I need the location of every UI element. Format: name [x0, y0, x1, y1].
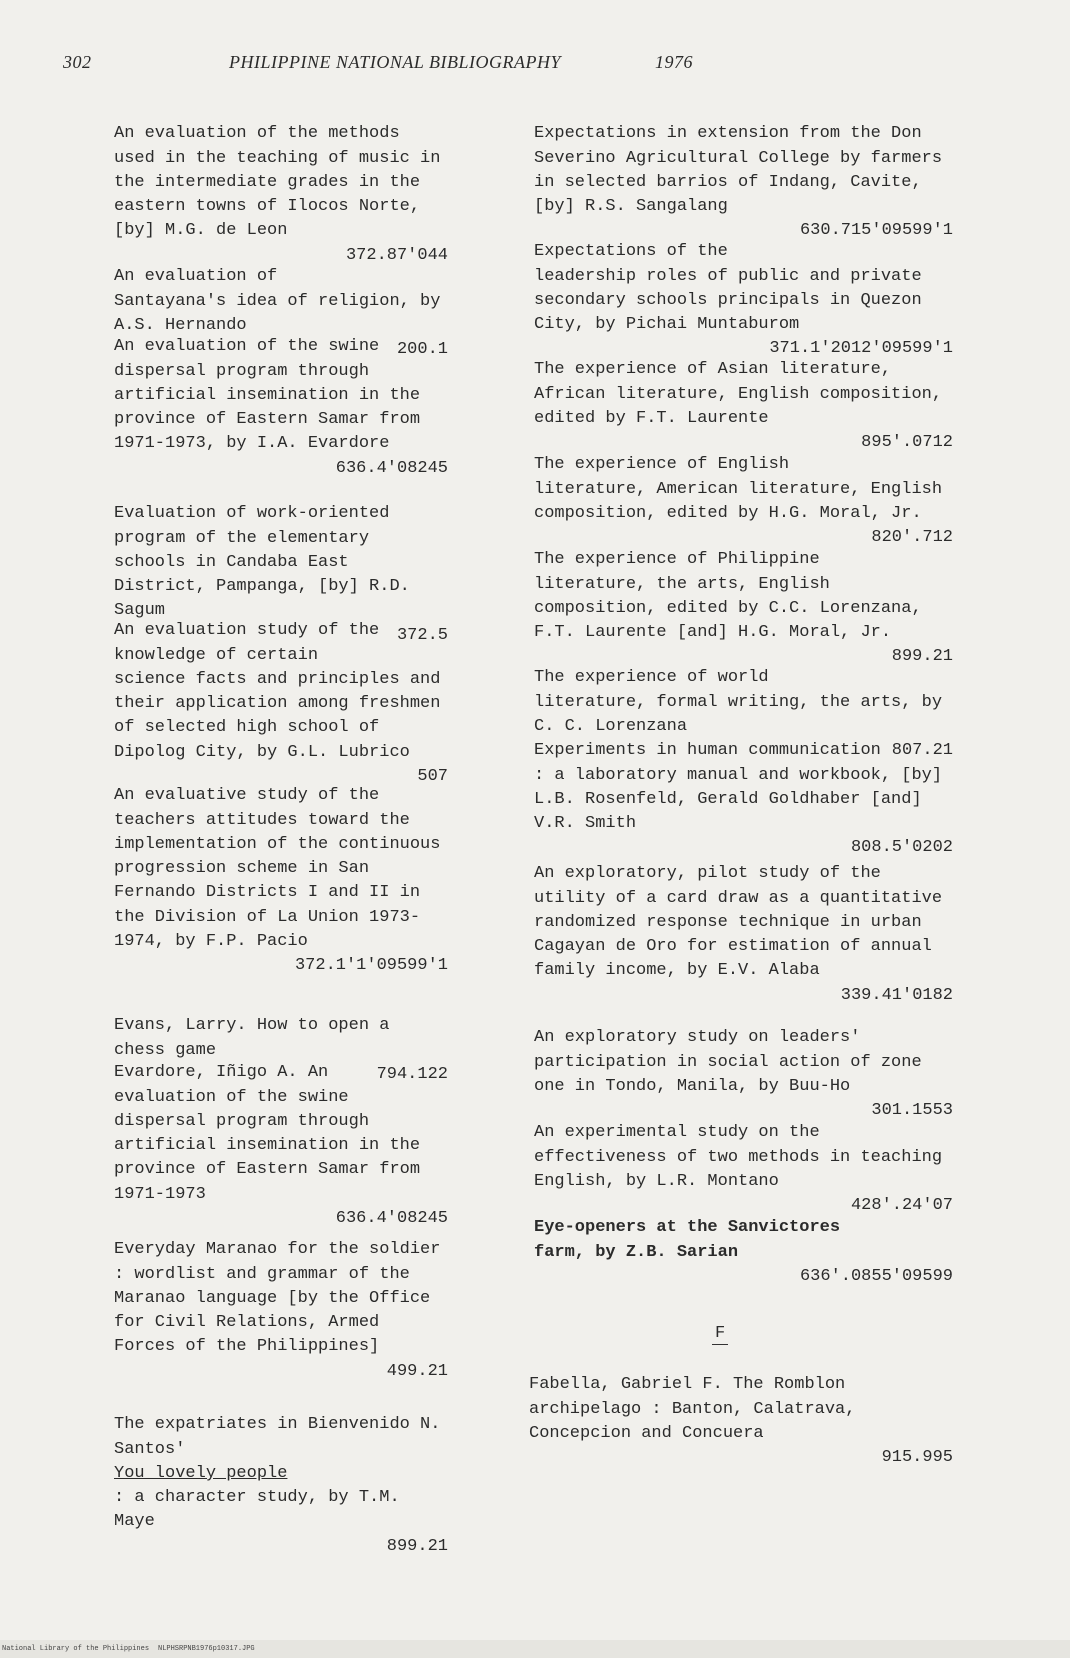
- bib-entry: Fabella, Gabriel F. The Romblon archipelago : Banton, Calatrava, Concepcion and Concuera 915.995: [508, 1349, 953, 1495]
- class-number: 339.41'0182: [840, 985, 953, 1005]
- class-number: 636.4'08245: [335, 1209, 448, 1229]
- publication-title: PHILIPPINE NATIONAL BIBLIOGRAPHY: [229, 52, 561, 72]
- section-letter: F: [712, 1324, 728, 1345]
- bib-entry: Everyday Maranao for the soldier : wordlist and grammar of the Maranao language [by the Office for Civil Relations, Armed Forces of the Philippines] 499.21: [93, 1214, 448, 1389]
- bib-entry: An evaluation of the methods used in the teaching of music in the intermediate grades in the eastern towns of Ilocos Norte, [by] M.G. de Leon 372.87'044: [93, 98, 448, 241]
- bib-entry: Eye-openers at the Sanvictores farm, by Z.B. Sarian 636'.0855'09599: [513, 1192, 953, 1313]
- class-number: 372.5: [396, 625, 448, 645]
- file-name: NLPHSRPNB1976p10317.JPG: [158, 1645, 255, 1653]
- bib-entry: Expectations of the leadership roles of public and private secondary schools principals in Quezon City, by Pichai Muntaburom 371.1'2012'09599'1: [513, 216, 953, 334]
- bib-entry: The experience of Philippine literature, the arts, English composition, edited by C.C. Lorenzana, F.T. Laurente [and] H.G. Moral, Jr. 899.21: [513, 524, 953, 642]
- left-column: [93, 98, 448, 1559]
- bib-entry: Evaluation of work-oriented program of the elementary schools in Candaba East District, Pampanga, [by] R.D. Sagum 372.5: [93, 478, 448, 595]
- bib-entry: Evardore, Iñigo A. An evaluation of the swine dispersal program through artificial insemination in the province of Eastern Samar from 1971-1973 636.4'08245: [93, 1037, 448, 1214]
- class-number: 630.715'09599'1: [799, 221, 953, 241]
- class-number: 807.21: [891, 741, 953, 761]
- class-number: 507: [417, 767, 448, 787]
- page-number: 302: [63, 52, 92, 72]
- scan-footer: [0, 1640, 1070, 1658]
- bib-entry: The experience of world literature, formal writing, the arts, by C. C. Lorenzana 807.21: [513, 642, 953, 715]
- class-number: 372.1'1'09599'1: [294, 956, 448, 976]
- running-header: [63, 52, 763, 78]
- bib-entry: An exploratory study on leaders' participation in social action of zone one in Tondo, Manila, by Buu-Ho 301.1553: [513, 1002, 953, 1097]
- publication-year: 1976: [655, 52, 693, 72]
- class-number: 371.1'2012'09599'1: [769, 339, 953, 359]
- bib-entry: Experiments in human communication : a laboratory manual and workbook, [by] L.B. Rosenfeld, Gerald Goldhaber [and] V.R. Smith 808.5'0202: [513, 715, 953, 838]
- class-number: 899.21: [891, 647, 953, 667]
- class-number: 899.21: [386, 1536, 448, 1556]
- bib-entry: An experimental study on the effectiveness of two methods in teaching English, by L.R. Montano 428'.24'07: [513, 1097, 953, 1192]
- bib-entry: Expectations in extension from the Don Severino Agricultural College by farmers in selected barrios of Indang, Cavite, [by] R.S. Sangalang 630.715'09599'1: [513, 98, 953, 216]
- class-number: 636.4'08245: [335, 458, 448, 478]
- class-number: 499.21: [386, 1361, 448, 1381]
- class-number: 636'.0855'09599: [799, 1266, 953, 1286]
- bib-entry: The experience of Asian literature, African literature, English composition, edited by F.T. Laurente 895'.0712: [513, 334, 953, 429]
- bib-entry: An exploratory, pilot study of the utility of a card draw as a quantitative randomized response technique in urban Cagayan de Oro for estimation of annual family income, by E.V. Alaba 339.41'0182: [513, 838, 953, 1002]
- class-number: 915.995: [881, 1448, 953, 1468]
- class-number: 820'.712: [871, 528, 953, 548]
- class-number: 200.1: [396, 340, 448, 360]
- class-number: 794.122: [376, 1064, 448, 1084]
- bib-entry: An evaluation study of the knowledge of certain science facts and principles and their application among freshmen of selected high school of Dipolog City, by G.L. Lubrico 507: [93, 595, 448, 760]
- underlined-title: You lovely people: [114, 1463, 288, 1483]
- bib-entry: An evaluative study of the teachers attitudes toward the implementation of the continuous progression scheme in San Fernando Districts I and II in the Division of La Union 1973-1974, by F.P. Pacio 372.1'1'09599'1: [93, 760, 448, 990]
- bib-entry: Evans, Larry. How to open a chess game 794.122: [93, 990, 448, 1037]
- library-credit: National Library of the Philippines: [2, 1645, 150, 1653]
- class-number: 808.5'0202: [850, 838, 953, 858]
- right-column: [513, 98, 953, 1313]
- class-number: 372.87'044: [345, 245, 448, 265]
- bib-entry: An evaluation of Santayana's idea of religion, by A.S. Hernando 200.1: [93, 241, 448, 311]
- bib-entry: The experience of English literature, American literature, English composition, edited by H.G. Moral, Jr. 820'.712: [513, 429, 953, 524]
- class-number: 895'.0712: [861, 433, 953, 453]
- bib-entry: The expatriates in Bienvenido N. Santos' You lovely people : a character study, by T.M. Maye 899.21: [93, 1389, 448, 1559]
- bib-entry: An evaluation of the swine dispersal program through artificial insemination in the province of Eastern Samar from 1971-1973, by I.A. Evardore 636.4'08245: [93, 311, 448, 478]
- class-number: 428'.24'07: [850, 1196, 953, 1216]
- class-number: 301.1553: [871, 1101, 953, 1121]
